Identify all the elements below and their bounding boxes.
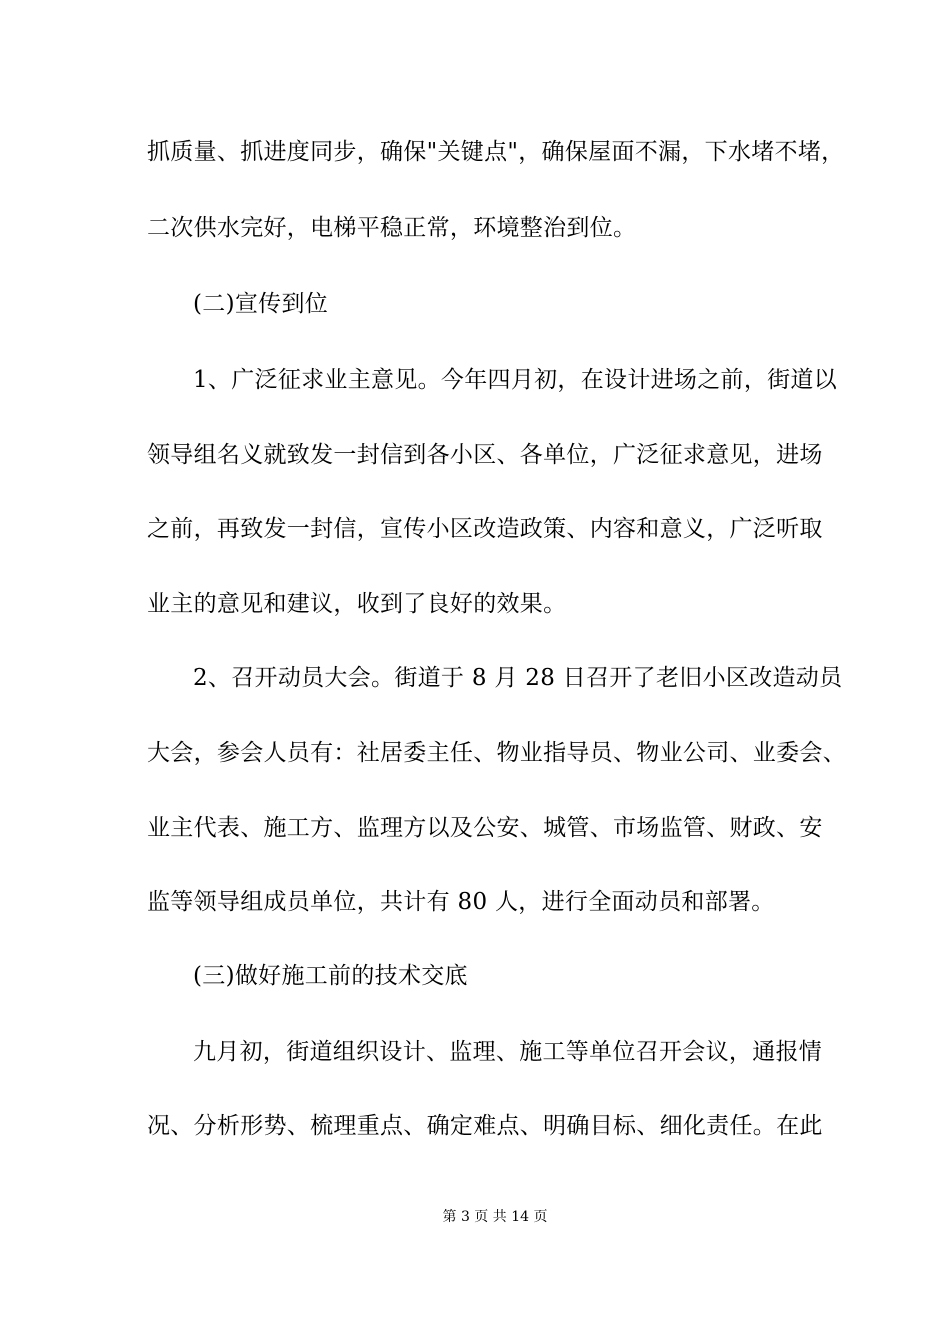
section-heading: (二)宣传到位 xyxy=(193,291,329,317)
body-text-line: 领导组名义就致发一封信到各小区、各单位，广泛征求意见，进场 xyxy=(147,442,823,468)
body-text-line: 业主代表、施工方、监理方以及公安、城管、市场监管、财政、安 xyxy=(147,815,823,841)
body-text-line: 1、广泛征求业主意见。今年四月初，在设计进场之前，街道以 xyxy=(193,367,838,393)
body-text-line: 监等领导组成员单位，共计有 80 人，进行全面动员和部署。 xyxy=(147,889,775,915)
body-text-line: 抓质量、抓进度同步，确保"关键点"，确保屋面不漏，下水堵不堵， xyxy=(147,139,845,165)
body-text-line: 业主的意见和建议，收到了良好的效果。 xyxy=(147,591,567,617)
body-text-line: 2、召开动员大会。街道于 8 月 28 日召开了老旧小区改造动员 xyxy=(193,665,843,691)
page-number-footer: 第 3 页 共 14 页 xyxy=(442,1209,548,1225)
body-text-line: 九月初，街道组织设计、监理、施工等单位召开会议，通报情 xyxy=(193,1039,823,1065)
body-text-line: 大会，参会人员有：社居委主任、物业指导员、物业公司、业委会、 xyxy=(147,740,846,766)
body-text-line: 之前，再致发一封信，宣传小区改造政策、内容和意义，广泛听取 xyxy=(147,516,823,542)
body-text-line: 二次供水完好，电梯平稳正常，环境整治到位。 xyxy=(147,215,637,241)
body-text-line: 况、分析形势、梳理重点、确定难点、明确目标、细化责任。在此 xyxy=(147,1113,823,1139)
section-heading: (三)做好施工前的技术交底 xyxy=(193,963,468,989)
